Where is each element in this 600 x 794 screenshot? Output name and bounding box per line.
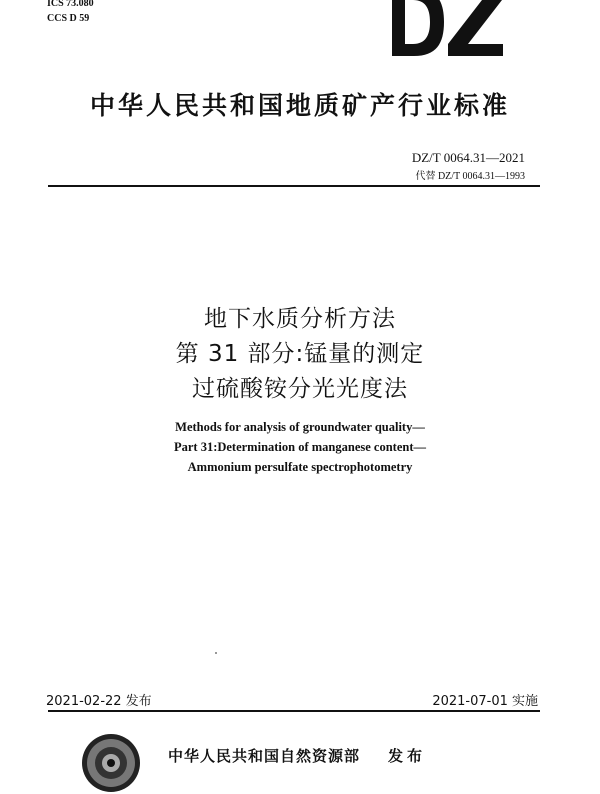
national-emblem-seal bbox=[80, 732, 142, 794]
publish-label: 发布 bbox=[388, 747, 427, 765]
standard-number: DZ/T 0064.31—2021 bbox=[411, 150, 525, 165]
en-title-line2: Part 31:Determination of manganese content— bbox=[173, 440, 427, 454]
publisher-name: 中华人民共和国自然资源部 bbox=[168, 747, 361, 765]
dz-logo bbox=[392, 0, 504, 56]
footer-divider bbox=[48, 710, 540, 712]
header-divider bbox=[48, 185, 540, 187]
cn-title-line3: 过硫酸铵分光光度法 bbox=[192, 376, 408, 402]
organization-title: 中华人民共和国地质矿产行业标准 bbox=[89, 91, 510, 120]
classification-codes bbox=[47, 0, 94, 26]
cn-title-line1: 地下水质分析方法 bbox=[204, 306, 396, 332]
cn-title-line2: 第 31 部分:锰量的测定 bbox=[175, 341, 425, 367]
issue-date: 2021-02-22 发布 bbox=[46, 694, 152, 709]
scan-speck bbox=[215, 652, 217, 654]
ccs-code: CCS D 59 bbox=[47, 13, 90, 24]
en-title-line3: Ammonium persulfate spectrophotometry bbox=[187, 460, 413, 474]
replaced-standard: 代替 DZ/T 0064.31—1993 bbox=[415, 171, 525, 182]
en-title-line1: Methods for analysis of groundwater quality— bbox=[175, 420, 425, 434]
implementation-date: 2021-07-01 实施 bbox=[432, 694, 538, 709]
ics-code: ICS 73.080 bbox=[47, 0, 94, 9]
